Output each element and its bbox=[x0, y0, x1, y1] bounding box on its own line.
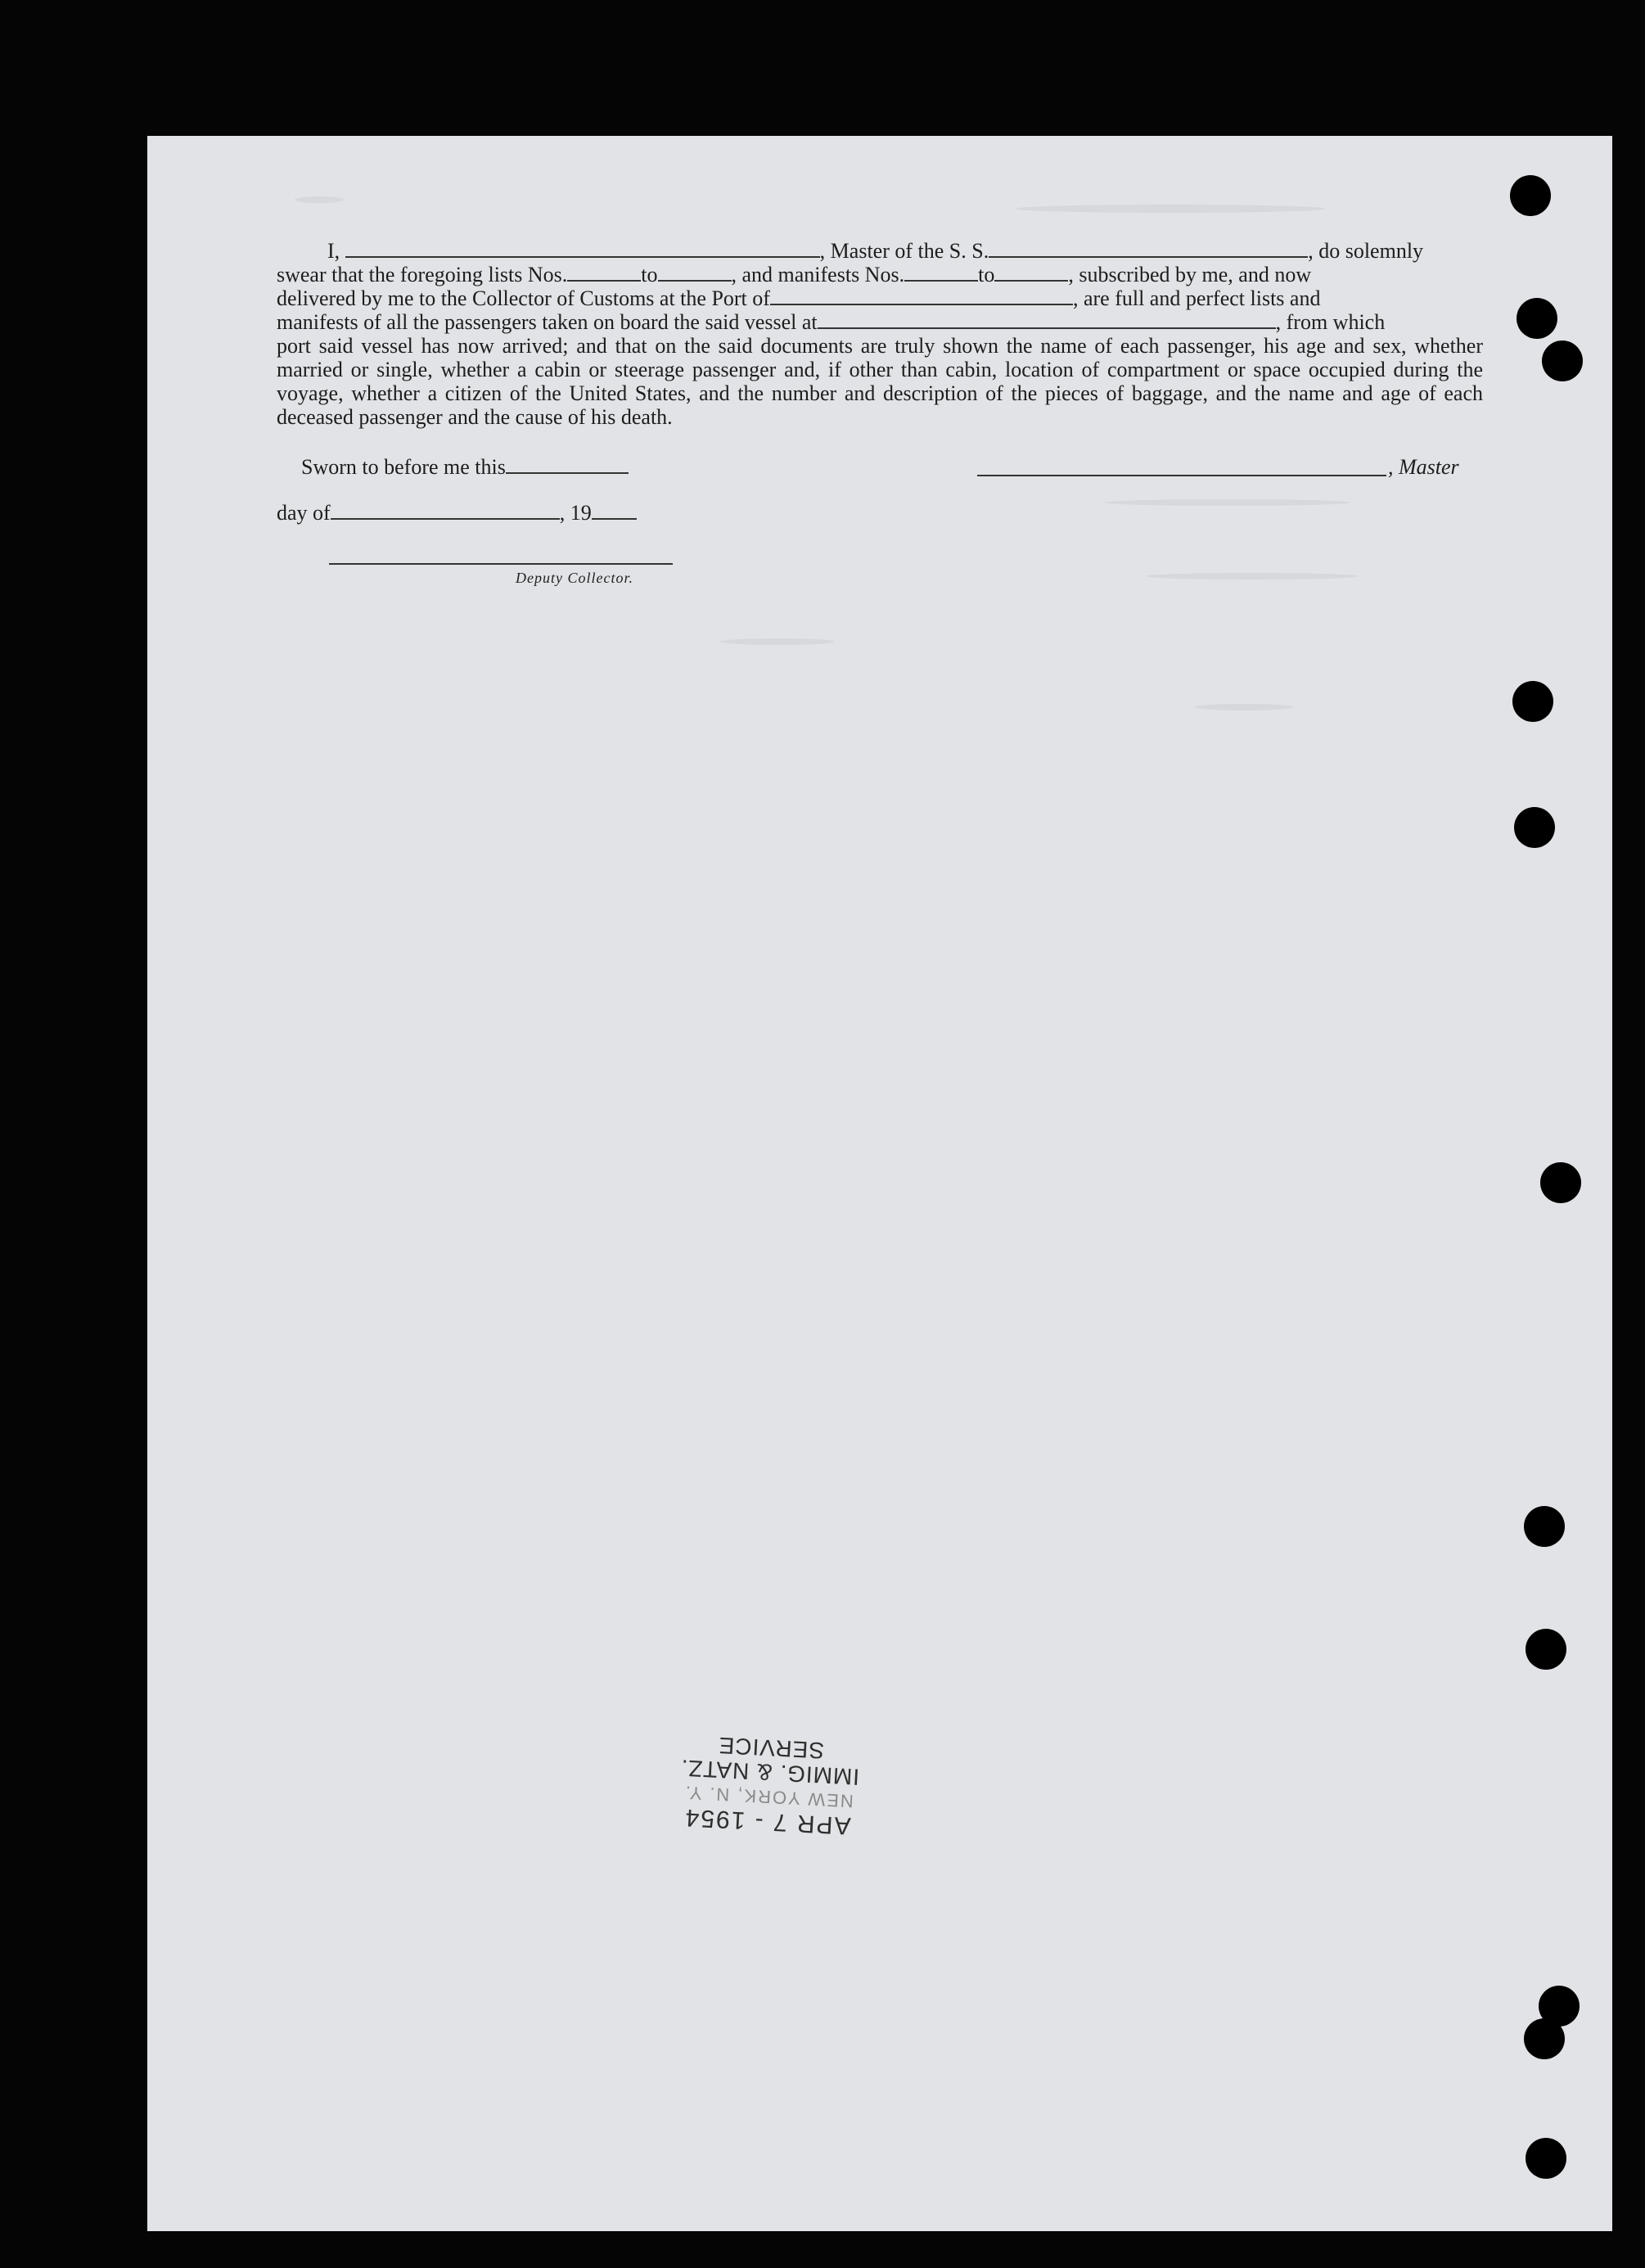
ship-name-blank[interactable] bbox=[989, 241, 1308, 258]
oath-from-which: , from which bbox=[1275, 310, 1386, 334]
oath-and-manifests: , and manifests Nos. bbox=[731, 263, 905, 286]
stamp-location: NEW YORK, N. Y. bbox=[683, 1782, 854, 1812]
day-of-label: day of bbox=[277, 501, 331, 525]
oath-i-label: I, bbox=[327, 239, 340, 263]
oath-line-3 bbox=[277, 286, 1483, 310]
sworn-row bbox=[301, 455, 629, 480]
oath-paragraph bbox=[277, 239, 1483, 429]
punch-hole bbox=[1524, 2018, 1565, 2059]
sworn-date-blank[interactable] bbox=[506, 457, 629, 474]
list-from-blank[interactable] bbox=[567, 264, 641, 282]
punch-hole bbox=[1510, 175, 1551, 216]
bleed-mark bbox=[1146, 573, 1359, 579]
punch-hole bbox=[1524, 1506, 1565, 1547]
oath-body-text: port said vessel has now arrived; and that on the said documents are truly shown the name of each passenger, his age and sex, whether married or single, whether a cabin or steerage passenger and, if other than cabin, location of compartment or space occupied during the voyage, whether a citizen of the United States, and the number and description of the pieces of baggage, and the name and age of each deceased passenger and the cause of his death. bbox=[277, 334, 1483, 429]
punch-hole bbox=[1540, 1162, 1581, 1203]
year-label: , 19 bbox=[559, 501, 592, 525]
stamp-agency: IMMIG. & NATZ. SERVICE bbox=[679, 1732, 860, 1790]
vessel-origin-blank[interactable] bbox=[818, 312, 1276, 329]
oath-line-4 bbox=[277, 310, 1483, 334]
day-of-blank[interactable] bbox=[331, 503, 560, 520]
punch-hole bbox=[1517, 298, 1557, 339]
oath-do-solemnly: , do solemnly bbox=[1308, 239, 1424, 263]
oath-to-2: to bbox=[978, 263, 995, 286]
master-name-blank[interactable] bbox=[345, 241, 820, 258]
manifest-from-blank[interactable] bbox=[904, 264, 978, 282]
bleed-mark bbox=[1015, 205, 1326, 213]
sworn-label: Sworn to before me this bbox=[301, 455, 506, 479]
day-of-row bbox=[277, 501, 637, 525]
bleed-through-text bbox=[925, 2054, 942, 2082]
punch-hole bbox=[1526, 2138, 1566, 2179]
deputy-collector-label: Deputy Collector. bbox=[516, 570, 633, 586]
oath-master-of-ss: , Master of the S. S. bbox=[819, 239, 989, 263]
punch-hole bbox=[1526, 1629, 1566, 1670]
deputy-signature-line[interactable] bbox=[329, 547, 673, 565]
punch-hole bbox=[1512, 681, 1553, 722]
master-label: , Master bbox=[1388, 455, 1459, 479]
year-blank[interactable] bbox=[592, 503, 637, 520]
oath-to-1: to bbox=[641, 263, 658, 286]
manifest-to-blank[interactable] bbox=[994, 264, 1068, 282]
bleed-mark bbox=[1195, 704, 1293, 710]
bleed-mark bbox=[295, 196, 344, 203]
oath-swear-lists: swear that the foregoing lists Nos. bbox=[277, 263, 568, 286]
oath-are-full: , are full and perfect lists and bbox=[1072, 286, 1321, 310]
oath-delivered: delivered by me to the Collector of Customs at the Port of bbox=[277, 286, 770, 310]
oath-line-1 bbox=[277, 239, 1483, 263]
stamp-date: APR 7 - 1954 bbox=[683, 1803, 852, 1840]
immigration-receipt-stamp bbox=[636, 1729, 903, 1841]
oath-line-2 bbox=[277, 263, 1483, 286]
oath-manifests-all: manifests of all the passengers taken on board the said vessel at bbox=[277, 310, 818, 334]
punch-hole bbox=[1514, 807, 1555, 848]
bleed-mark bbox=[1105, 499, 1350, 506]
master-signature-line[interactable] bbox=[977, 458, 1386, 476]
list-to-blank[interactable] bbox=[658, 264, 732, 282]
bleed-mark bbox=[720, 638, 835, 645]
document-page bbox=[147, 136, 1612, 2231]
port-blank[interactable] bbox=[770, 288, 1073, 305]
oath-subscribed: , subscribed by me, and now bbox=[1068, 263, 1312, 286]
punch-hole bbox=[1542, 340, 1583, 381]
